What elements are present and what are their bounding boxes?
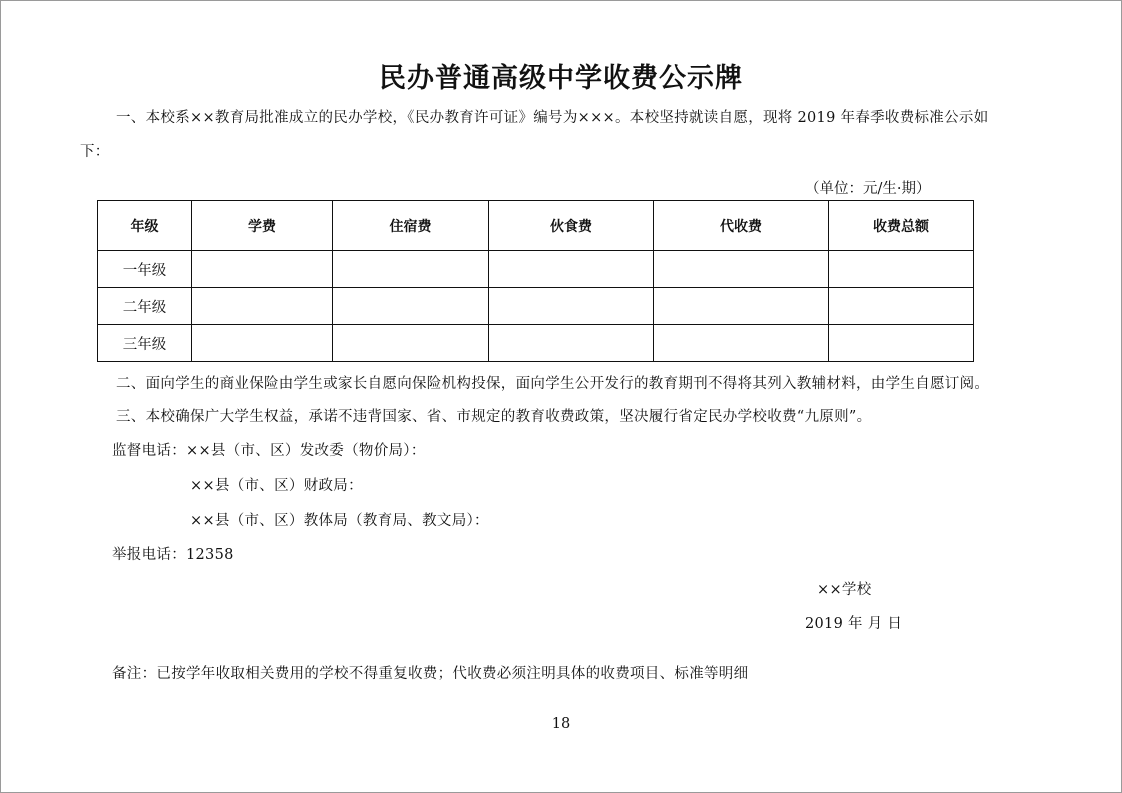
table-cell xyxy=(192,288,333,325)
table-cell xyxy=(333,288,489,325)
date-line: 2019 年 月 日 xyxy=(805,616,903,632)
table-cell xyxy=(489,251,654,288)
school-signature: ××学校 xyxy=(817,582,872,598)
table-row xyxy=(98,251,974,288)
header-grade: 年级 xyxy=(98,201,192,251)
supervise-phone-line-1: 监督电话：××县（市、区）发改委（物价局）： xyxy=(112,443,426,459)
row-grade-label: 一年级 xyxy=(98,251,192,288)
page-title: 民办普通高级中学收费公示牌 xyxy=(379,63,743,94)
header-tuition: 学费 xyxy=(192,201,333,251)
paragraph-3: 三、本校确保广大学生权益，承诺不违背国家、省、市规定的教育收费政策，坚决履行省定民办学校收费“九原则”。 xyxy=(116,409,872,425)
fee-table xyxy=(97,200,974,362)
table-cell xyxy=(829,251,974,288)
table-cell xyxy=(654,251,829,288)
supervise-phone-line-2: ××县（市、区）财政局： xyxy=(190,478,363,494)
paragraph-1-line-2: 下： xyxy=(80,144,110,160)
header-total: 收费总额 xyxy=(829,201,974,251)
table-cell xyxy=(829,288,974,325)
table-cell xyxy=(192,251,333,288)
header-accommodation: 住宿费 xyxy=(333,201,489,251)
table-row xyxy=(98,288,974,325)
table-cell xyxy=(654,288,829,325)
header-collected-fees: 代收费 xyxy=(654,201,829,251)
report-phone: 举报电话：12358 xyxy=(112,547,234,563)
table-cell xyxy=(192,325,333,362)
table-cell xyxy=(489,288,654,325)
unit-label: （单位：元/生·期） xyxy=(805,181,931,197)
table-row xyxy=(98,325,974,362)
header-meals: 伙食费 xyxy=(489,201,654,251)
row-grade-label: 三年级 xyxy=(98,325,192,362)
table-cell xyxy=(489,325,654,362)
page-number: 18 xyxy=(551,716,571,732)
row-grade-label: 二年级 xyxy=(98,288,192,325)
supervise-phone-line-3: ××县（市、区）教体局（教育局、教文局）： xyxy=(190,513,489,529)
remark-note: 备注：已按学年收取相关费用的学校不得重复收费；代收费必须注明具体的收费项目、标准等明细 xyxy=(112,666,749,682)
paragraph-2: 二、面向学生的商业保险由学生或家长自愿向保险机构投保，面向学生公开发行的教育期刊不得将其列入教辅材料，由学生自愿订阅。 xyxy=(116,376,990,392)
table-cell xyxy=(654,325,829,362)
table-cell xyxy=(333,251,489,288)
table-header-row xyxy=(98,201,974,251)
table-cell xyxy=(333,325,489,362)
table-cell xyxy=(829,325,974,362)
paragraph-1-line-1: 一、本校系××教育局批准成立的民办学校，《民办教育许可证》编号为×××。本校坚持就读自愿，现将 2019 年春季收费标准公示如 xyxy=(116,110,989,126)
